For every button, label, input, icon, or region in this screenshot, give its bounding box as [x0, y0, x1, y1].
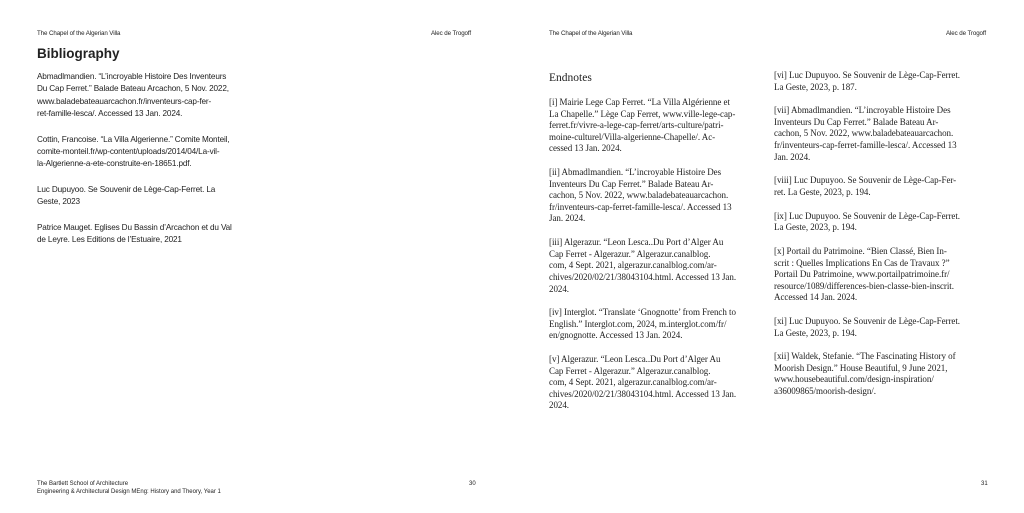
endnote-entry	[774, 105, 992, 163]
running-header-author: Alec de Trogoff	[946, 30, 987, 37]
endnote-entry	[549, 354, 765, 412]
entry-line: scrit : Quelles Implications En Cas de Travaux ?”	[774, 257, 950, 268]
endnote-entry	[774, 70, 992, 93]
entry-line: de Leyre. Les Editions de l’Estuaire, 2021	[37, 235, 182, 245]
entry-line: Jan. 2024.	[774, 151, 811, 162]
endnotes-column-right	[774, 70, 992, 410]
page-number-right: 31	[981, 481, 988, 487]
entry-line: ret. La Geste, 2023, p. 194.	[774, 186, 871, 197]
entry-line: English.” Interglot.com, 2024, m.interglot.com/fr/	[549, 318, 727, 329]
entry-line: La Chapelle.” Lège Cap Ferret, www.ville-lege-cap-	[549, 108, 736, 119]
entry-line: Portail Du Patrimoine, www.portailpatrimoine.fr/	[774, 269, 950, 280]
endnotes-heading: Endnotes	[549, 72, 592, 84]
entry-line: La Geste, 2023, p. 194.	[774, 222, 857, 233]
entry-line: ferret.fr/vivre-a-lege-cap-ferret/arts-culture/patri-	[549, 120, 724, 131]
endnote-entry	[774, 211, 992, 234]
entry-line: Inventeurs Du Cap Ferret.” Balade Bateau Ar-	[549, 178, 714, 189]
bibliography-entry	[37, 222, 252, 247]
footer-school: The Bartlett School of Architecture	[37, 481, 129, 487]
endnote-entry	[774, 316, 992, 339]
entry-line: chives/2020/02/21/38043104.html. Accessed 13 Jan.	[549, 388, 737, 399]
entry-line: [x] Portail du Patrimoine. “Bien Classé, Bien In-	[774, 245, 947, 256]
entry-line: en/gnognotte. Accessed 13 Jan. 2024.	[549, 330, 683, 341]
entry-line: Accessed 14 Jan. 2024.	[774, 292, 858, 303]
entry-line: cachon, 5 Nov. 2022, www.baladebateauarcachon.	[774, 128, 954, 139]
entry-line: Cap Ferret - Algerazur.” Algerazur.canalblog.	[549, 248, 711, 259]
entry-line: [ii] Abmadlmandien. “L’incroyable Histoire Des	[549, 167, 722, 178]
entry-line: fr/inventeurs-cap-ferret-famille-lesca/. Accessed 13	[549, 201, 732, 212]
entry-line: Du Cap Ferret.” Balade Bateau Arcachon, 5 Nov. 2022,	[37, 84, 229, 94]
bibliography-entry	[37, 134, 252, 171]
entry-line: Cap Ferret - Algerazur.” Algerazur.canalblog.	[549, 365, 711, 376]
bibliography-entry	[37, 71, 252, 120]
entry-line: com, 4 Sept. 2021, algerazur.canalblog.com/ar-	[549, 377, 717, 388]
entry-line: www.baladebateauarcachon.fr/inventeurs-cap-fer-	[37, 96, 212, 106]
entry-line: Jan. 2024.	[549, 213, 586, 224]
entry-line: resource/1089/differences-bien-classe-bien-inscrit.	[774, 280, 954, 291]
entry-line: a36009865/moorish-design/.	[774, 386, 876, 397]
entry-line: ret-famille-lesca/. Accessed 13 Jan. 2024.	[37, 108, 183, 118]
running-header-title: The Chapel of the Algerian Villa	[37, 30, 121, 37]
endnote-entry	[774, 246, 992, 304]
footer-course: Engineering & Architectural Design MEng: History and Theory, Year 1	[37, 489, 221, 495]
endnotes-column-left	[549, 97, 765, 424]
entry-line: La Geste, 2023, p. 194.	[774, 327, 857, 338]
entry-line: [vi] Luc Dupuyoo. Se Souvenir de Lège-Cap-Ferret.	[774, 70, 960, 80]
entry-line: [v] Algerazur. “Leon Lesca..Du Port d’Alger Au	[549, 354, 721, 365]
bibliography-heading: Bibliography	[37, 46, 120, 61]
entry-line: Abmadlmandien. “L’incroyable Histoire Des Inventeurs	[37, 72, 227, 81]
entry-line: [ix] Luc Dupuyoo. Se Souvenir de Lège-Cap-Ferret.	[774, 210, 960, 221]
entry-line: [xi] Luc Dupuyoo. Se Souvenir de Lège-Cap-Ferret.	[774, 315, 960, 326]
entry-line: La Geste, 2023, p. 187.	[774, 81, 857, 92]
entry-line: chives/2020/02/21/38043104.html. Accessed 13 Jan.	[549, 271, 737, 282]
endnote-entry	[774, 175, 992, 198]
running-header-title: The Chapel of the Algerian Villa	[549, 30, 633, 37]
entry-line: Cottin, Francoise. “La Villa Algerienne.” Comite Monteil,	[37, 134, 230, 144]
bibliography-list	[37, 71, 252, 260]
entry-line: moine-culturel/Villa-algerienne-Chapelle/. Ac-	[549, 131, 716, 142]
entry-line: com, 4 Sept. 2021, algerazur.canalblog.com/ar-	[549, 260, 717, 271]
entry-line: 2024.	[549, 283, 570, 294]
entry-line: Luc Dupuyoo. Se Souvenir de Lège-Cap-Ferret. La	[37, 185, 216, 195]
right-page	[512, 0, 1024, 513]
entry-line: Inventeurs Du Cap Ferret.” Balade Bateau Ar-	[774, 116, 939, 127]
endnote-entry	[774, 351, 992, 397]
entry-line: comite-monteil.fr/wp-content/uploads/2014/04/La-vil-	[37, 146, 220, 156]
entry-line: cachon, 5 Nov. 2022, www.baladebateauarcachon.	[549, 190, 729, 201]
endnote-entry	[549, 167, 765, 225]
entry-line: [iii] Algerazur. “Leon Lesca..Du Port d’Alger Au	[549, 237, 724, 248]
entry-line: Patrice Mauget. Eglises Du Bassin d’Arcachon et du Val	[37, 223, 232, 233]
entry-line: [iv] Interglot. “Translate ‘Gnognotte’ from French to	[549, 307, 736, 318]
entry-line: 2024.	[549, 400, 570, 411]
entry-line: [viii] Luc Dupuyoo. Se Souvenir de Lège-Cap-Fer-	[774, 175, 957, 186]
endnote-entry	[549, 307, 765, 342]
entry-line: www.housebeautiful.com/design-inspiration/	[774, 374, 934, 385]
entry-line: la-Algerienne-a-ete-construite-en-18651.pdf.	[37, 159, 192, 169]
running-header-author: Alec de Trogoff	[431, 30, 472, 37]
entry-line: [xii] Waldek, Stefanie. “The Fascinating History of	[774, 351, 956, 362]
endnote-entry	[549, 237, 765, 295]
entry-line: Geste, 2023	[37, 197, 80, 207]
entry-line: [i] Mairie Lege Cap Ferret. “La Villa Algérienne et	[549, 97, 730, 107]
entry-line: [vii] Abmadlmandien. “L’incroyable Histoire Des	[774, 105, 951, 116]
page-number-left: 30	[469, 481, 476, 487]
endnote-entry	[549, 97, 765, 155]
entry-line: Moorish Design.” House Beautiful, 9 June 2021,	[774, 362, 948, 373]
entry-line: cessed 13 Jan. 2024.	[549, 143, 622, 154]
bibliography-entry	[37, 184, 252, 209]
entry-line: fr/inventeurs-cap-ferret-famille-lesca/. Accessed 13	[774, 140, 957, 151]
